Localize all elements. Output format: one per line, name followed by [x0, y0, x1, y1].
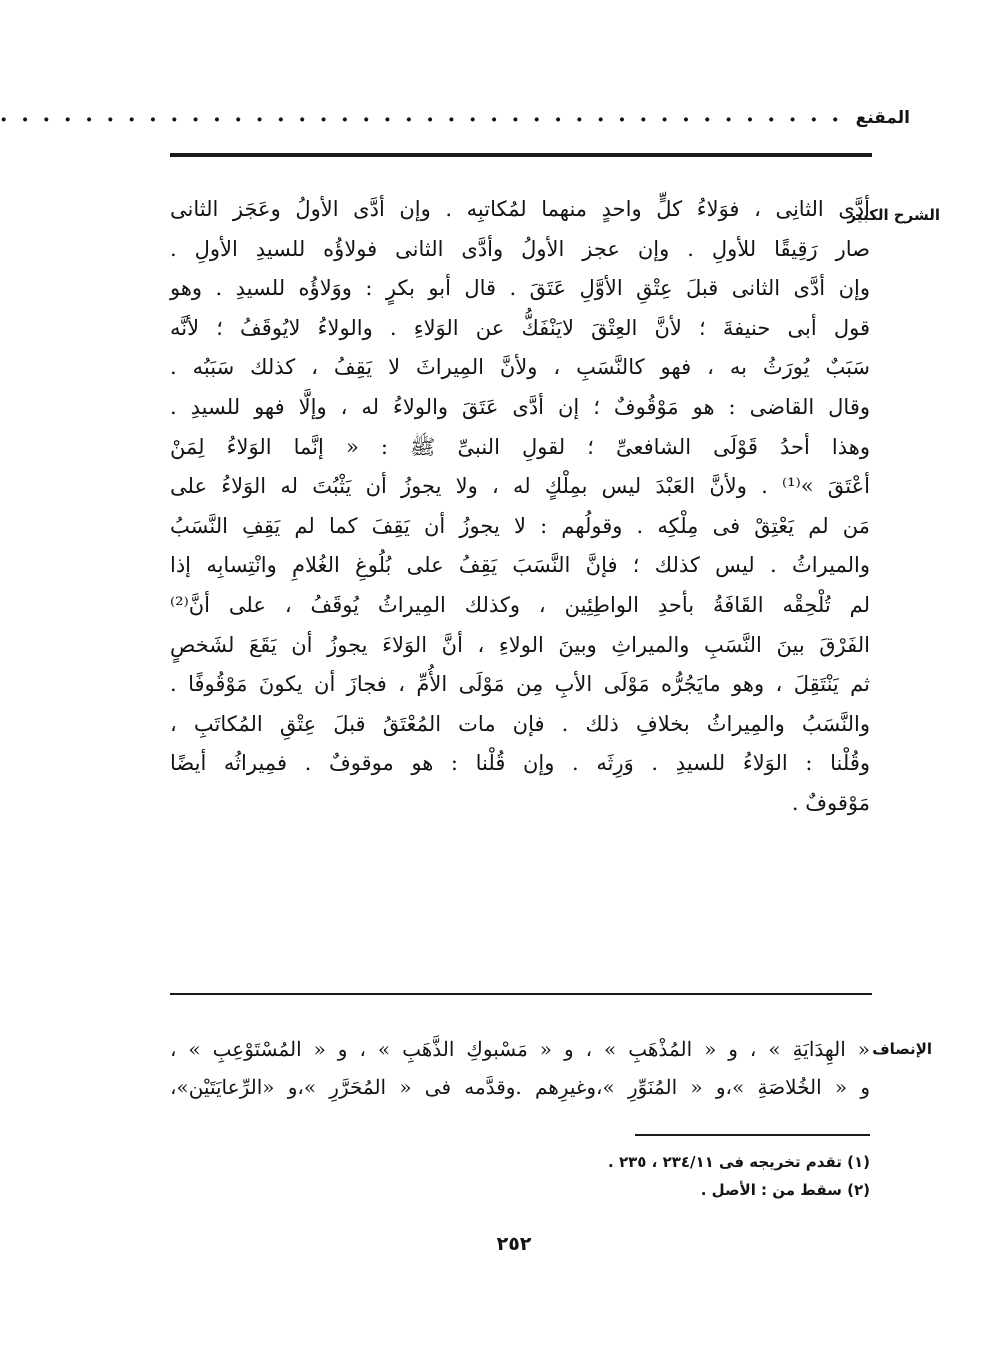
- text-line: لم تُلْحِقْه القَافَةُ بأحدِ الواطِئِين ، وكذلك المِيراثُ يُوقَفُ ، على أنَّ⁽²⁾: [170, 592, 870, 617]
- header-title: المقنع: [855, 108, 910, 128]
- text-line: والميراثُ . ليس كذلك ؛ فإنَّ النَّسَبَ يَقِفُ على بُلُوغِ الغُلامِ وانْتِسابِه إذا: [170, 553, 870, 578]
- text-line: وهذا أحدُ قَوْلَى الشافعىِّ ؛ لقولِ النبىِّ ﷺ : « إنَّما الوَلاءُ لِمَنْ: [170, 434, 870, 459]
- text-line: الفَرْقَ بينَ النَّسَبِ والميراثِ وبينَ الولاءِ ، أنَّ الوَلاءَ يجوزُ أن يَقَعَ لشَخصٍ: [170, 632, 870, 657]
- text-line: صار رَقِيقًا للأولِ . وإن عجز الأولُ وأدَّى الثانى فولاؤُه للسيدِ الأولِ .: [170, 236, 870, 261]
- text-line: و « الخُلاصَةِ »،و « المُنَوِّرِ »،وغيرِهم .وقدَّمه فى « المُحَرَّرِ »،و «الرِّعايَتَيْن»،: [170, 1075, 870, 1099]
- text-line: والنَّسَبُ والمِيراثُ بخلافِ ذلك . فإن مات المُعْتَقُ قبلَ عِتْقِ المُكاتَبِ ،: [170, 711, 870, 736]
- insaf-section-label: الإنصاف: [872, 1040, 932, 1058]
- text-line: « الهِدَايَةِ » ، و « المُذْهَبِ » ، و « مَسْبوكِ الذَّهَبِ » ، و « المُسْتَوْعِبِ » ،: [170, 1037, 870, 1061]
- text-line: وقال القاضى : هو مَوْقُوفٌ ؛ إن أدَّى عَتَقَ والولاءُ له ، وإلَّا فهو للسيدِ .: [170, 394, 870, 419]
- footnote: (٢) سقط من : الأصل .: [700, 1181, 870, 1199]
- section-divider: [170, 993, 872, 995]
- page-number: ٢٥٢: [496, 1233, 532, 1255]
- text-line: ثم يَنْتَقِلَ ، وهو مايَجُرُّه مَوْلَى الأبِ مِن مَوْلَى الأُمِّ ، فجازَ أن يكونَ مَوْقُوفًا .: [170, 672, 870, 697]
- header-rule: [170, 153, 872, 157]
- footnote: (١) تقدم تخريجه فى ٢٣٤/١١ ، ٢٣٥ .: [608, 1153, 870, 1171]
- text-line: أدَّى الثانِى ، فوَلاءُ كلٍّ واحدٍ منهما لمُكاتبِه . وإن أدَّى الأولُ وعَجَز الثانى: [170, 197, 870, 221]
- sharh-section-label: الشرح الكبير: [847, 206, 940, 224]
- text-line: وقُلْنا : الوَلاءُ للسيدِ . وَرِثَه . وإن قُلْنا : هو موقوفٌ . فمِيراثُه أيضًا: [170, 751, 870, 776]
- text-line: وإن أدَّى الثانى قبلَ عِتْقِ الأوَّلِ عَتَقَ . قال أبو بكرٍ : ووَلاؤُه للسيدِ . وهو: [170, 276, 870, 301]
- text-line: سَبَبٌ يُورَثُ به ، فهو كالنَّسَبِ ، ولأنَّ المِيراثَ لا يَقِفُ ، كذلك سَبَبُه .: [170, 355, 870, 380]
- text-line: مَوْقوفٌ .: [791, 790, 870, 815]
- footnotes: [370, 1148, 870, 1204]
- text-line: قول أبى حنيفةَ ؛ لأنَّ العِتْقَ لايَنْفَكُّ عن الوَلاءِ . والولاءُ لايُوقَفُ ؛ لأنَّه: [170, 315, 870, 340]
- text-line: أعْتَقَ »⁽¹⁾ . ولأنَّ العَبْدَ ليس بمِلْكٍ له ، ولا يجوزُ أن يَثْبُتَ له الوَلاءُ على: [170, 474, 870, 499]
- header-dot-leader: · · · · · · · · · · · · · · · · · · · · · · · · · · · · · · · · · · · · · · · ·: [0, 107, 842, 133]
- footnote-rule: [635, 1134, 870, 1136]
- insaf-text: [170, 1030, 870, 1106]
- running-header: [0, 107, 910, 140]
- main-commentary-text: [170, 190, 870, 824]
- text-line: مَن لم يَعْتِقْ فى مِلْكِه . وقولُهم : لا يجوزُ أن يَقِفَ كما لم يَقِفِ النَّسَبُ: [170, 513, 870, 538]
